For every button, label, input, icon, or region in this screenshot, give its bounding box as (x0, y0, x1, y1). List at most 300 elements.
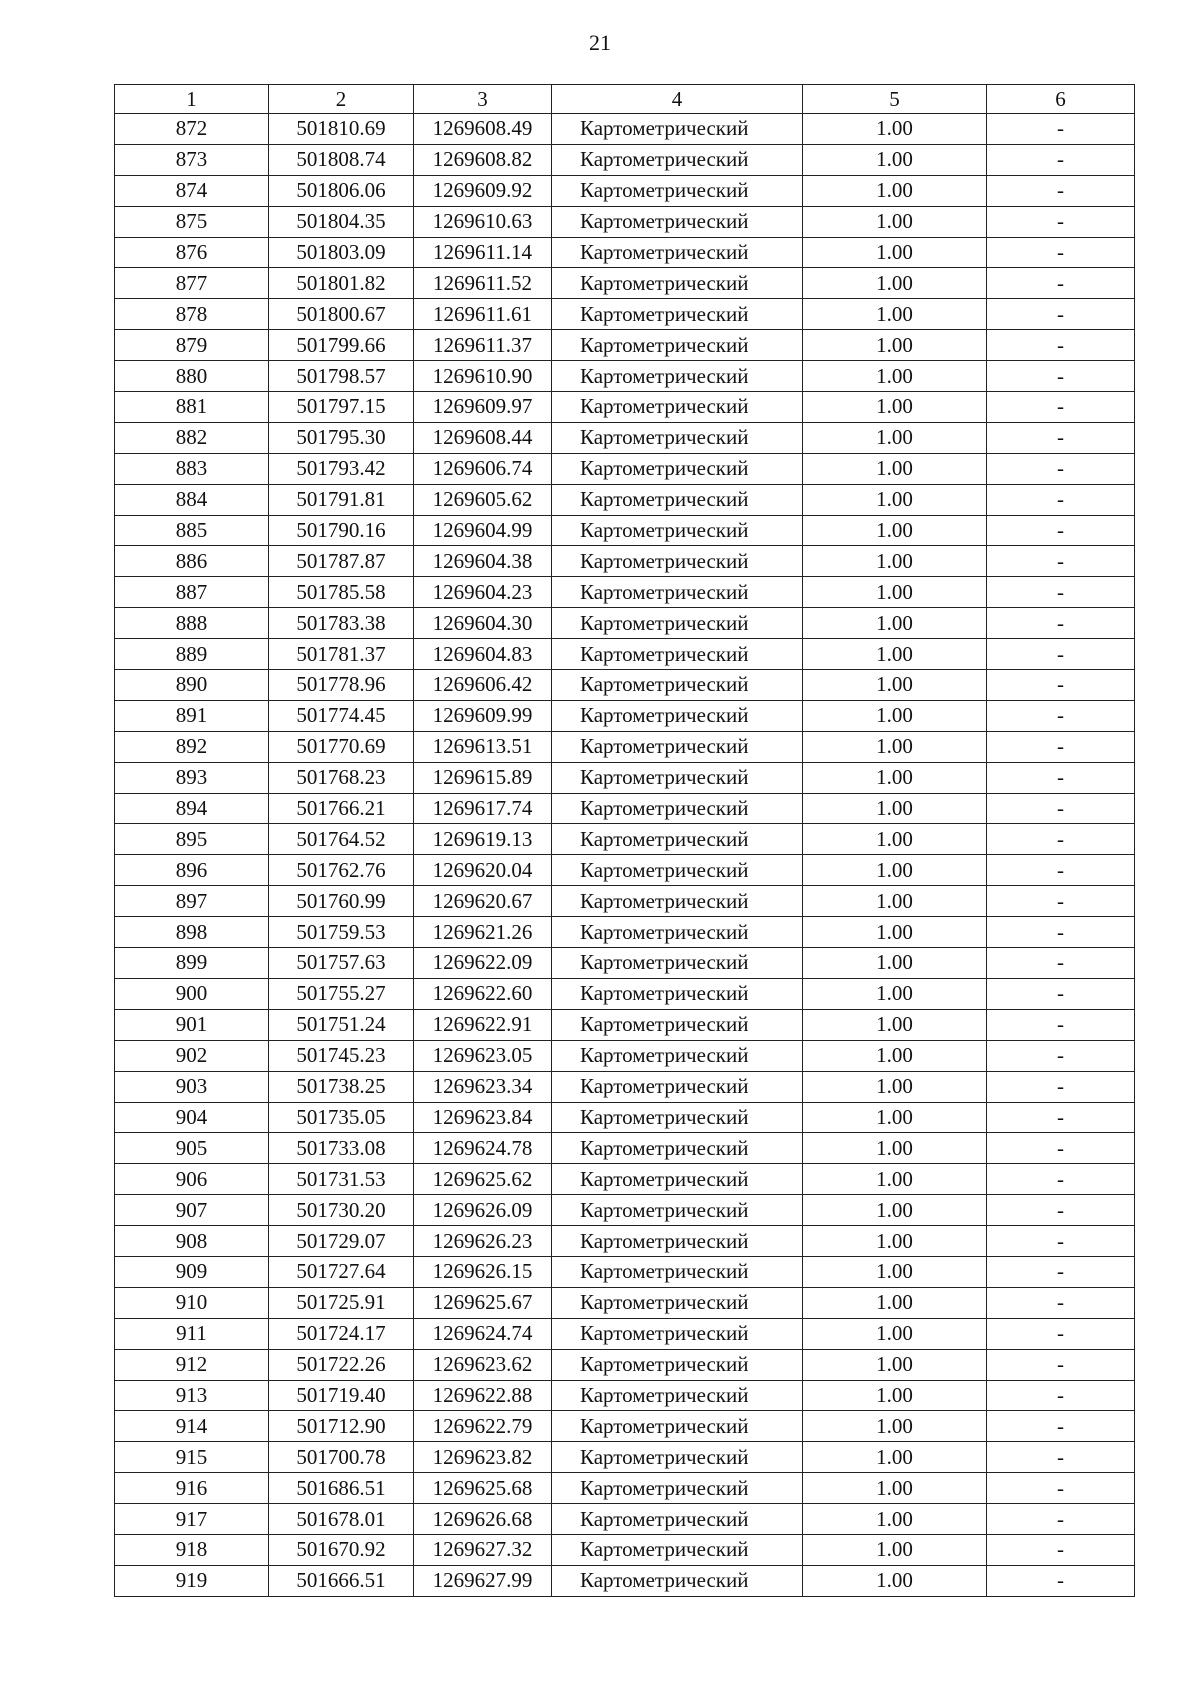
accuracy-cell: 1.00 (803, 1009, 987, 1040)
accuracy-cell: 1.00 (803, 1133, 987, 1164)
method-cell: Картометрический (552, 175, 803, 206)
description-cell: - (987, 546, 1135, 577)
y-coordinate-cell: 1269621.26 (414, 917, 552, 948)
x-coordinate-cell: 501808.74 (269, 144, 414, 175)
x-coordinate-cell: 501764.52 (269, 824, 414, 855)
x-coordinate-cell: 501785.58 (269, 577, 414, 608)
table-row (115, 1318, 1135, 1349)
description-cell: - (987, 1287, 1135, 1318)
point-number-cell: 882 (115, 422, 269, 453)
x-coordinate-cell: 501795.30 (269, 422, 414, 453)
accuracy-cell: 1.00 (803, 700, 987, 731)
table-row (115, 1009, 1135, 1040)
accuracy-cell: 1.00 (803, 1565, 987, 1596)
point-number-cell: 897 (115, 886, 269, 917)
accuracy-cell: 1.00 (803, 392, 987, 423)
x-coordinate-cell: 501804.35 (269, 206, 414, 237)
y-coordinate-cell: 1269627.32 (414, 1534, 552, 1565)
description-cell: - (987, 144, 1135, 175)
point-number-cell: 909 (115, 1256, 269, 1287)
accuracy-cell: 1.00 (803, 639, 987, 670)
x-coordinate-cell: 501803.09 (269, 237, 414, 268)
method-cell: Картометрический (552, 1504, 803, 1535)
accuracy-cell: 1.00 (803, 886, 987, 917)
y-coordinate-cell: 1269626.09 (414, 1195, 552, 1226)
description-cell: - (987, 1102, 1135, 1133)
description-cell: - (987, 453, 1135, 484)
point-number-cell: 908 (115, 1226, 269, 1257)
accuracy-cell: 1.00 (803, 546, 987, 577)
x-coordinate-cell: 501793.42 (269, 453, 414, 484)
table-row (115, 1102, 1135, 1133)
method-cell: Картометрический (552, 608, 803, 639)
x-coordinate-cell: 501800.67 (269, 299, 414, 330)
table-row (115, 1442, 1135, 1473)
point-number-cell: 876 (115, 237, 269, 268)
table-row (115, 237, 1135, 268)
table-row (115, 1287, 1135, 1318)
description-cell: - (987, 114, 1135, 145)
point-number-cell: 878 (115, 299, 269, 330)
method-cell: Картометрический (552, 1195, 803, 1226)
y-coordinate-cell: 1269622.09 (414, 948, 552, 979)
description-cell: - (987, 1411, 1135, 1442)
table-row (115, 1195, 1135, 1226)
x-coordinate-cell: 501729.07 (269, 1226, 414, 1257)
accuracy-cell: 1.00 (803, 1226, 987, 1257)
accuracy-cell: 1.00 (803, 1534, 987, 1565)
y-coordinate-cell: 1269623.05 (414, 1040, 552, 1071)
description-cell: - (987, 793, 1135, 824)
x-coordinate-cell: 501700.78 (269, 1442, 414, 1473)
y-coordinate-cell: 1269604.23 (414, 577, 552, 608)
x-coordinate-cell: 501735.05 (269, 1102, 414, 1133)
table-row (115, 1565, 1135, 1596)
table-row (115, 1133, 1135, 1164)
description-cell: - (987, 824, 1135, 855)
y-coordinate-cell: 1269626.15 (414, 1256, 552, 1287)
y-coordinate-cell: 1269604.83 (414, 639, 552, 670)
y-coordinate-cell: 1269605.62 (414, 484, 552, 515)
accuracy-cell: 1.00 (803, 268, 987, 299)
table-row (115, 917, 1135, 948)
table-row (115, 577, 1135, 608)
point-number-cell: 919 (115, 1565, 269, 1596)
point-number-cell: 914 (115, 1411, 269, 1442)
method-cell: Картометрический (552, 299, 803, 330)
method-cell: Картометрический (552, 700, 803, 731)
description-cell: - (987, 1534, 1135, 1565)
point-number-cell: 913 (115, 1380, 269, 1411)
point-number-cell: 879 (115, 330, 269, 361)
point-number-cell: 893 (115, 762, 269, 793)
table-row (115, 978, 1135, 1009)
point-number-cell: 894 (115, 793, 269, 824)
description-cell: - (987, 484, 1135, 515)
accuracy-cell: 1.00 (803, 1071, 987, 1102)
description-cell: - (987, 855, 1135, 886)
description-cell: - (987, 361, 1135, 392)
accuracy-cell: 1.00 (803, 1287, 987, 1318)
table-row (115, 1534, 1135, 1565)
description-cell: - (987, 1473, 1135, 1504)
accuracy-cell: 1.00 (803, 114, 987, 145)
y-coordinate-cell: 1269620.04 (414, 855, 552, 886)
header-cell-4: 4 (552, 85, 803, 114)
x-coordinate-cell: 501774.45 (269, 700, 414, 731)
x-coordinate-cell: 501738.25 (269, 1071, 414, 1102)
description-cell: - (987, 237, 1135, 268)
point-number-cell: 881 (115, 392, 269, 423)
accuracy-cell: 1.00 (803, 1442, 987, 1473)
y-coordinate-cell: 1269625.67 (414, 1287, 552, 1318)
header-cell-6: 6 (987, 85, 1135, 114)
table-row (115, 422, 1135, 453)
y-coordinate-cell: 1269608.44 (414, 422, 552, 453)
point-number-cell: 890 (115, 670, 269, 701)
description-cell: - (987, 1504, 1135, 1535)
x-coordinate-cell: 501798.57 (269, 361, 414, 392)
table-row (115, 670, 1135, 701)
method-cell: Картометрический (552, 1318, 803, 1349)
description-cell: - (987, 917, 1135, 948)
method-cell: Картометрический (552, 1565, 803, 1596)
description-cell: - (987, 1256, 1135, 1287)
table-row (115, 330, 1135, 361)
description-cell: - (987, 608, 1135, 639)
x-coordinate-cell: 501768.23 (269, 762, 414, 793)
description-cell: - (987, 1318, 1135, 1349)
point-number-cell: 880 (115, 361, 269, 392)
description-cell: - (987, 206, 1135, 237)
table-row (115, 1473, 1135, 1504)
description-cell: - (987, 392, 1135, 423)
y-coordinate-cell: 1269615.89 (414, 762, 552, 793)
y-coordinate-cell: 1269608.49 (414, 114, 552, 145)
table-row (115, 361, 1135, 392)
accuracy-cell: 1.00 (803, 948, 987, 979)
table-row (115, 1164, 1135, 1195)
method-cell: Картометрический (552, 268, 803, 299)
point-number-cell: 905 (115, 1133, 269, 1164)
table-row (115, 1349, 1135, 1380)
y-coordinate-cell: 1269610.90 (414, 361, 552, 392)
y-coordinate-cell: 1269624.74 (414, 1318, 552, 1349)
x-coordinate-cell: 501686.51 (269, 1473, 414, 1504)
description-cell: - (987, 299, 1135, 330)
table-row (115, 762, 1135, 793)
x-coordinate-cell: 501791.81 (269, 484, 414, 515)
accuracy-cell: 1.00 (803, 824, 987, 855)
y-coordinate-cell: 1269611.14 (414, 237, 552, 268)
y-coordinate-cell: 1269626.68 (414, 1504, 552, 1535)
accuracy-cell: 1.00 (803, 731, 987, 762)
accuracy-cell: 1.00 (803, 1349, 987, 1380)
x-coordinate-cell: 501678.01 (269, 1504, 414, 1535)
table-row (115, 793, 1135, 824)
point-number-cell: 875 (115, 206, 269, 237)
point-number-cell: 901 (115, 1009, 269, 1040)
description-cell: - (987, 1040, 1135, 1071)
y-coordinate-cell: 1269622.60 (414, 978, 552, 1009)
table-header-row (115, 85, 1135, 114)
method-cell: Картометрический (552, 515, 803, 546)
table-row (115, 1071, 1135, 1102)
method-cell: Картометрический (552, 793, 803, 824)
description-cell: - (987, 1380, 1135, 1411)
x-coordinate-cell: 501733.08 (269, 1133, 414, 1164)
table-row (115, 392, 1135, 423)
table-row (115, 608, 1135, 639)
x-coordinate-cell: 501719.40 (269, 1380, 414, 1411)
x-coordinate-cell: 501762.76 (269, 855, 414, 886)
point-number-cell: 891 (115, 700, 269, 731)
y-coordinate-cell: 1269623.82 (414, 1442, 552, 1473)
coordinates-table (114, 84, 1135, 1597)
method-cell: Картометрический (552, 670, 803, 701)
table-row (115, 453, 1135, 484)
y-coordinate-cell: 1269611.52 (414, 268, 552, 299)
table-row (115, 1256, 1135, 1287)
accuracy-cell: 1.00 (803, 237, 987, 268)
method-cell: Картометрический (552, 1164, 803, 1195)
table-row (115, 515, 1135, 546)
x-coordinate-cell: 501770.69 (269, 731, 414, 762)
accuracy-cell: 1.00 (803, 1040, 987, 1071)
y-coordinate-cell: 1269608.82 (414, 144, 552, 175)
accuracy-cell: 1.00 (803, 762, 987, 793)
method-cell: Картометрический (552, 206, 803, 237)
table-body (115, 114, 1135, 1597)
description-cell: - (987, 670, 1135, 701)
accuracy-cell: 1.00 (803, 1473, 987, 1504)
point-number-cell: 888 (115, 608, 269, 639)
method-cell: Картометрический (552, 1534, 803, 1565)
accuracy-cell: 1.00 (803, 515, 987, 546)
description-cell: - (987, 731, 1135, 762)
method-cell: Картометрический (552, 1380, 803, 1411)
x-coordinate-cell: 501712.90 (269, 1411, 414, 1442)
point-number-cell: 885 (115, 515, 269, 546)
accuracy-cell: 1.00 (803, 1380, 987, 1411)
method-cell: Картометрический (552, 762, 803, 793)
method-cell: Картометрический (552, 824, 803, 855)
table-row (115, 206, 1135, 237)
table-row (115, 268, 1135, 299)
point-number-cell: 886 (115, 546, 269, 577)
description-cell: - (987, 330, 1135, 361)
x-coordinate-cell: 501724.17 (269, 1318, 414, 1349)
y-coordinate-cell: 1269610.63 (414, 206, 552, 237)
table-row (115, 1380, 1135, 1411)
accuracy-cell: 1.00 (803, 577, 987, 608)
x-coordinate-cell: 501722.26 (269, 1349, 414, 1380)
method-cell: Картометрический (552, 144, 803, 175)
y-coordinate-cell: 1269622.88 (414, 1380, 552, 1411)
point-number-cell: 916 (115, 1473, 269, 1504)
method-cell: Картометрический (552, 1009, 803, 1040)
y-coordinate-cell: 1269623.34 (414, 1071, 552, 1102)
y-coordinate-cell: 1269609.92 (414, 175, 552, 206)
table-row (115, 546, 1135, 577)
table-row (115, 175, 1135, 206)
point-number-cell: 902 (115, 1040, 269, 1071)
y-coordinate-cell: 1269620.67 (414, 886, 552, 917)
point-number-cell: 918 (115, 1534, 269, 1565)
description-cell: - (987, 1349, 1135, 1380)
accuracy-cell: 1.00 (803, 422, 987, 453)
table-row (115, 700, 1135, 731)
method-cell: Картометрический (552, 1287, 803, 1318)
x-coordinate-cell: 501783.38 (269, 608, 414, 639)
x-coordinate-cell: 501670.92 (269, 1534, 414, 1565)
table-row (115, 639, 1135, 670)
point-number-cell: 912 (115, 1349, 269, 1380)
y-coordinate-cell: 1269611.37 (414, 330, 552, 361)
method-cell: Картометрический (552, 453, 803, 484)
accuracy-cell: 1.00 (803, 1256, 987, 1287)
table-row (115, 948, 1135, 979)
method-cell: Картометрический (552, 392, 803, 423)
y-coordinate-cell: 1269622.91 (414, 1009, 552, 1040)
y-coordinate-cell: 1269617.74 (414, 793, 552, 824)
y-coordinate-cell: 1269609.97 (414, 392, 552, 423)
accuracy-cell: 1.00 (803, 1164, 987, 1195)
accuracy-cell: 1.00 (803, 330, 987, 361)
description-cell: - (987, 762, 1135, 793)
table-row (115, 1226, 1135, 1257)
accuracy-cell: 1.00 (803, 855, 987, 886)
accuracy-cell: 1.00 (803, 484, 987, 515)
point-number-cell: 900 (115, 978, 269, 1009)
description-cell: - (987, 422, 1135, 453)
header-cell-5: 5 (803, 85, 987, 114)
method-cell: Картометрический (552, 484, 803, 515)
x-coordinate-cell: 501801.82 (269, 268, 414, 299)
description-cell: - (987, 268, 1135, 299)
x-coordinate-cell: 501797.15 (269, 392, 414, 423)
table-row (115, 1504, 1135, 1535)
accuracy-cell: 1.00 (803, 361, 987, 392)
method-cell: Картометрический (552, 639, 803, 670)
accuracy-cell: 1.00 (803, 453, 987, 484)
point-number-cell: 887 (115, 577, 269, 608)
accuracy-cell: 1.00 (803, 978, 987, 1009)
point-number-cell: 883 (115, 453, 269, 484)
description-cell: - (987, 1565, 1135, 1596)
y-coordinate-cell: 1269606.42 (414, 670, 552, 701)
table-row (115, 855, 1135, 886)
description-cell: - (987, 1226, 1135, 1257)
x-coordinate-cell: 501666.51 (269, 1565, 414, 1596)
point-number-cell: 903 (115, 1071, 269, 1102)
accuracy-cell: 1.00 (803, 175, 987, 206)
method-cell: Картометрический (552, 1133, 803, 1164)
x-coordinate-cell: 501727.64 (269, 1256, 414, 1287)
x-coordinate-cell: 501745.23 (269, 1040, 414, 1071)
accuracy-cell: 1.00 (803, 670, 987, 701)
point-number-cell: 907 (115, 1195, 269, 1226)
y-coordinate-cell: 1269604.38 (414, 546, 552, 577)
point-number-cell: 915 (115, 1442, 269, 1473)
description-cell: - (987, 1071, 1135, 1102)
accuracy-cell: 1.00 (803, 299, 987, 330)
method-cell: Картометрический (552, 237, 803, 268)
header-cell-2: 2 (269, 85, 414, 114)
method-cell: Картометрический (552, 114, 803, 145)
y-coordinate-cell: 1269611.61 (414, 299, 552, 330)
table-row (115, 484, 1135, 515)
accuracy-cell: 1.00 (803, 1195, 987, 1226)
table-row (115, 886, 1135, 917)
description-cell: - (987, 886, 1135, 917)
table-row (115, 824, 1135, 855)
accuracy-cell: 1.00 (803, 206, 987, 237)
description-cell: - (987, 1164, 1135, 1195)
description-cell: - (987, 700, 1135, 731)
method-cell: Картометрический (552, 855, 803, 886)
x-coordinate-cell: 501755.27 (269, 978, 414, 1009)
description-cell: - (987, 639, 1135, 670)
point-number-cell: 896 (115, 855, 269, 886)
y-coordinate-cell: 1269619.13 (414, 824, 552, 855)
method-cell: Картометрический (552, 1473, 803, 1504)
point-number-cell: 911 (115, 1318, 269, 1349)
table-row (115, 731, 1135, 762)
method-cell: Картометрический (552, 361, 803, 392)
description-cell: - (987, 175, 1135, 206)
y-coordinate-cell: 1269622.79 (414, 1411, 552, 1442)
x-coordinate-cell: 501731.53 (269, 1164, 414, 1195)
description-cell: - (987, 978, 1135, 1009)
method-cell: Картометрический (552, 1411, 803, 1442)
x-coordinate-cell: 501730.20 (269, 1195, 414, 1226)
method-cell: Картометрический (552, 1442, 803, 1473)
method-cell: Картометрический (552, 731, 803, 762)
page-number: 21 (589, 30, 611, 55)
table-row (115, 1040, 1135, 1071)
y-coordinate-cell: 1269626.23 (414, 1226, 552, 1257)
y-coordinate-cell: 1269604.99 (414, 515, 552, 546)
table-row (115, 299, 1135, 330)
method-cell: Картометрический (552, 917, 803, 948)
method-cell: Картометрический (552, 1071, 803, 1102)
description-cell: - (987, 1195, 1135, 1226)
accuracy-cell: 1.00 (803, 1504, 987, 1535)
x-coordinate-cell: 501778.96 (269, 670, 414, 701)
method-cell: Картометрический (552, 422, 803, 453)
x-coordinate-cell: 501790.16 (269, 515, 414, 546)
y-coordinate-cell: 1269625.62 (414, 1164, 552, 1195)
point-number-cell: 899 (115, 948, 269, 979)
accuracy-cell: 1.00 (803, 1102, 987, 1133)
description-cell: - (987, 1133, 1135, 1164)
point-number-cell: 884 (115, 484, 269, 515)
accuracy-cell: 1.00 (803, 144, 987, 175)
x-coordinate-cell: 501806.06 (269, 175, 414, 206)
header-cell-3: 3 (414, 85, 552, 114)
description-cell: - (987, 1442, 1135, 1473)
accuracy-cell: 1.00 (803, 793, 987, 824)
x-coordinate-cell: 501751.24 (269, 1009, 414, 1040)
table-row (115, 1411, 1135, 1442)
point-number-cell: 904 (115, 1102, 269, 1133)
method-cell: Картометрический (552, 1040, 803, 1071)
x-coordinate-cell: 501799.66 (269, 330, 414, 361)
y-coordinate-cell: 1269625.68 (414, 1473, 552, 1504)
table-row (115, 114, 1135, 145)
point-number-cell: 872 (115, 114, 269, 145)
